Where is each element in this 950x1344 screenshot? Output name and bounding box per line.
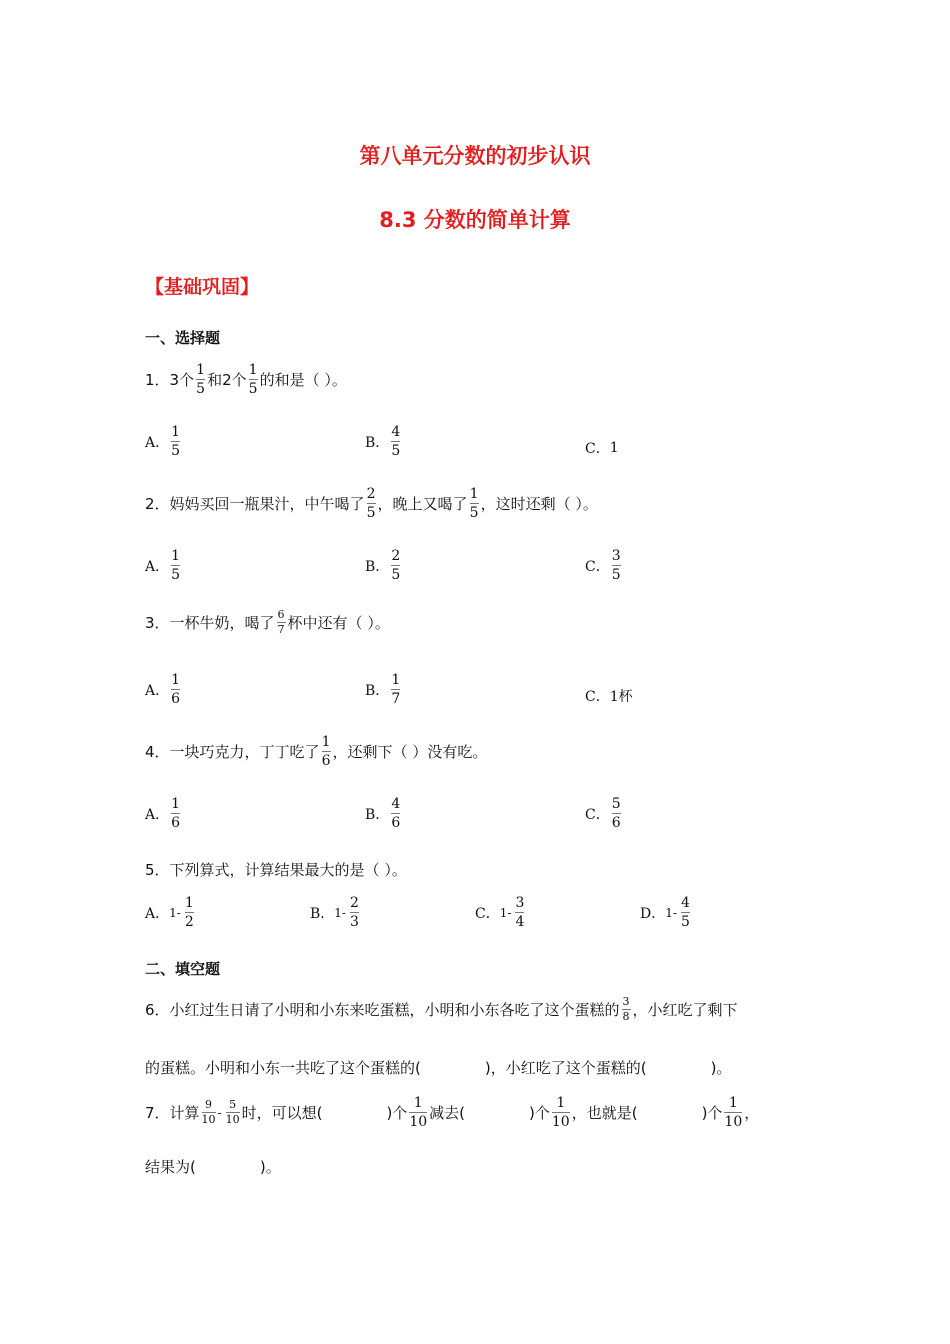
fraction: $\frac{5}{6}$ xyxy=(611,796,621,831)
fraction: $\frac{1}{5}$ xyxy=(469,486,479,521)
fraction: $\frac{1}{10}$ xyxy=(724,1095,743,1130)
q4-option-a[interactable]: A． $\frac{1}{6}$ xyxy=(145,796,181,831)
q7-text-h: ， xyxy=(744,1104,760,1122)
q7-text-d: 减去( xyxy=(429,1104,466,1122)
part1-heading: 一、选择题 xyxy=(145,329,221,347)
q1-option-c[interactable]: C． 1 xyxy=(585,440,619,457)
q6-text-start: 6．小红过生日请了小明和小东来吃蛋糕，小明和小东各吃了这个蛋糕的 xyxy=(145,1001,620,1019)
fraction: $\frac{1}{7}$ xyxy=(391,672,401,707)
section-label: 【基础巩固】 xyxy=(145,276,260,298)
fraction: $\frac{1}{5}$ xyxy=(248,362,258,397)
question-2 xyxy=(145,486,598,521)
q4-text-start: 4．一块巧克力，丁丁吃了 xyxy=(145,743,320,761)
q2-option-a[interactable]: A． $\frac{1}{5}$ xyxy=(145,548,181,583)
q3-option-c[interactable]: C． 1杯 xyxy=(585,689,633,705)
q6-text-end: ，小红吃了剩下 xyxy=(632,1001,738,1019)
question-3 xyxy=(145,609,390,636)
q6-text-a: 的蛋糕。小明和小东一共吃了这个蛋糕的( xyxy=(145,1059,421,1077)
q7-text-result: 结果为( xyxy=(145,1158,196,1176)
q4-option-c[interactable]: C． $\frac{5}{6}$ xyxy=(585,796,621,831)
q4-option-b[interactable]: B． $\frac{4}{6}$ xyxy=(365,796,401,831)
fraction: $\frac{6}{7}$ xyxy=(277,608,285,636)
part2-heading: 二、填空题 xyxy=(145,960,221,978)
q1-option-a[interactable]: A． $\frac{1}{5}$ xyxy=(145,424,181,459)
fraction: $\frac{4}{5}$ xyxy=(391,424,401,459)
q7-text-f: ，也就是( xyxy=(571,1104,638,1122)
fraction: $\frac{4}{5}$ xyxy=(680,895,690,930)
q6-text-b: )，小红吃了这个蛋糕的( xyxy=(484,1059,647,1077)
fraction: $\frac{1}{6}$ xyxy=(171,672,181,707)
q3-text-start: 3．一杯牛奶，喝了 xyxy=(145,614,275,632)
fraction: $\frac{1}{6}$ xyxy=(171,796,181,831)
fraction: $\frac{1}{5}$ xyxy=(171,424,181,459)
unit-title: 第八单元分数的初步认识 xyxy=(359,144,591,168)
q3-option-b[interactable]: B． $\frac{1}{7}$ xyxy=(365,672,401,707)
q7-text-end: )。 xyxy=(259,1158,281,1176)
fraction: $\frac{2}{5}$ xyxy=(366,486,376,521)
q5-option-c[interactable]: C． 1- $\frac{3}{4}$ xyxy=(475,895,525,930)
fraction: $\frac{1}{6}$ xyxy=(321,734,331,769)
question-7-line-1 xyxy=(145,1095,759,1130)
q3-option-a[interactable]: A． $\frac{1}{6}$ xyxy=(145,672,181,707)
q7-text-a: 7．计算 xyxy=(145,1104,200,1122)
fraction: $\frac{1}{2}$ xyxy=(184,895,194,930)
question-4 xyxy=(145,734,487,769)
q2-option-c[interactable]: C． $\frac{3}{5}$ xyxy=(585,548,621,583)
fraction: $\frac{5}{10}$ xyxy=(225,1098,240,1126)
q6-text-c: )。 xyxy=(710,1059,732,1077)
fraction: $\frac{3}{8}$ xyxy=(622,995,630,1023)
q2-option-b[interactable]: B． $\frac{2}{5}$ xyxy=(365,548,401,583)
q5-option-d[interactable]: D． 1- $\frac{4}{5}$ xyxy=(640,895,690,930)
lesson-title: 8.3 分数的简单计算 xyxy=(379,208,571,232)
q2-text-end: ，这时还剩（ ）。 xyxy=(480,495,598,513)
fraction: $\frac{3}{4}$ xyxy=(515,895,525,930)
q1-option-b[interactable]: B． $\frac{4}{5}$ xyxy=(365,424,401,459)
minus-sign: - xyxy=(217,1105,222,1120)
fraction: $\frac{1}{10}$ xyxy=(551,1095,570,1130)
fraction: $\frac{1}{10}$ xyxy=(409,1095,428,1130)
q2-text-start: 2．妈妈买回一瓶果汁，中午喝了 xyxy=(145,495,365,513)
q1-text-end: 的和是（ ）。 xyxy=(259,371,347,389)
q1-text-start: 1．3个 xyxy=(145,371,195,389)
question-5 xyxy=(145,859,407,880)
q7-text-c: )个 xyxy=(386,1104,408,1122)
q7-text-b: 时，可以想( xyxy=(241,1104,323,1122)
question-1 xyxy=(145,362,347,397)
q7-text-g: )个 xyxy=(701,1104,723,1122)
question-6-line-1 xyxy=(145,996,738,1023)
fraction: $\frac{3}{5}$ xyxy=(611,548,621,583)
question-6-line-2 xyxy=(145,1057,731,1078)
q5-option-a[interactable]: A． 1- $\frac{1}{2}$ xyxy=(145,895,194,930)
q1-text-mid: 和2个 xyxy=(207,371,247,389)
q5-text: 5．下列算式，计算结果最大的是（ ）。 xyxy=(145,861,407,879)
q7-text-e: )个 xyxy=(529,1104,550,1122)
q2-text-mid: ，晚上又喝了 xyxy=(377,495,468,513)
fraction: $\frac{1}{5}$ xyxy=(171,548,181,583)
q4-text-end: ，还剩下（ ）没有吃。 xyxy=(332,743,488,761)
fraction: $\frac{4}{6}$ xyxy=(391,796,401,831)
fraction: $\frac{2}{3}$ xyxy=(350,895,359,930)
q5-option-b[interactable]: B． 1- $\frac{2}{3}$ xyxy=(310,895,359,930)
q3-text-end: 杯中还有（ ）。 xyxy=(287,614,390,632)
question-7-line-2 xyxy=(145,1156,281,1177)
fraction: $\frac{9}{10}$ xyxy=(201,1098,216,1126)
fraction: $\frac{1}{5}$ xyxy=(196,362,206,397)
fraction: $\frac{2}{5}$ xyxy=(391,548,401,583)
